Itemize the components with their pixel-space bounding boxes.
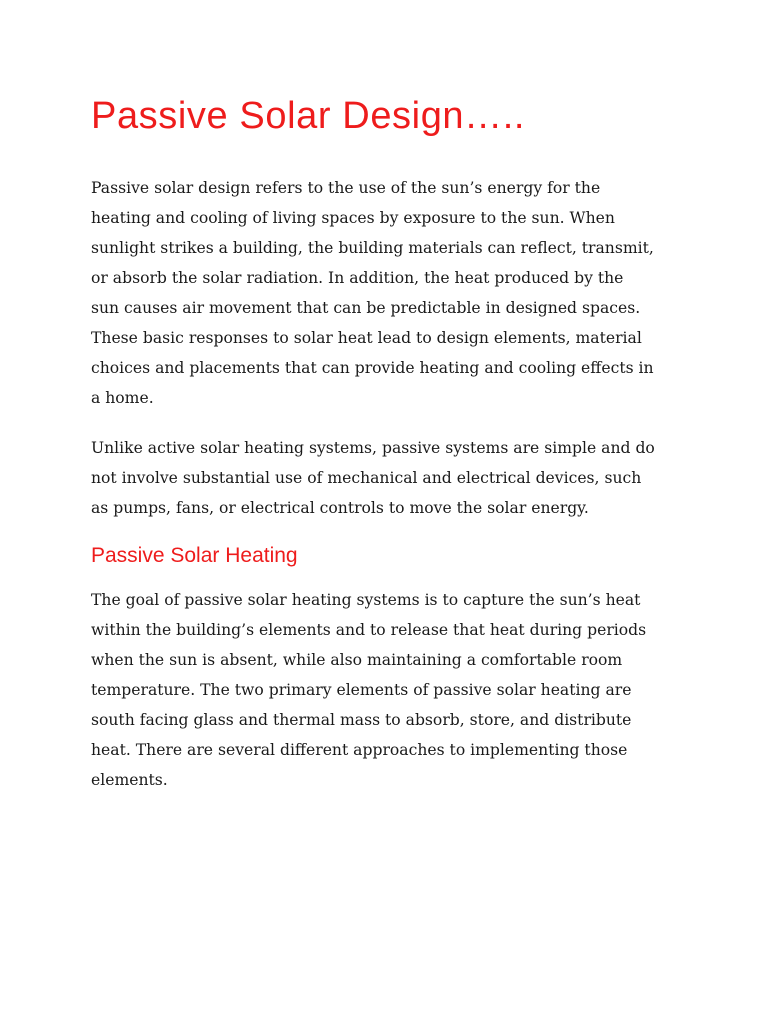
section-heading: Passive Solar Heating [91, 544, 298, 567]
document-title: Passive Solar Design….. [91, 95, 526, 137]
paragraph-line: Unlike active solar heating systems, passive systems are simple and do [91, 439, 655, 457]
paragraph-line: not involve substantial use of mechanical and electrical devices, such [91, 469, 642, 487]
paragraph-line: or absorb the solar radiation. In addition, the heat produced by the [91, 269, 624, 287]
paragraph-line: when the sun is absent, while also maintaining a comfortable room [91, 651, 623, 669]
paragraph-line: sunlight strikes a building, the building materials can reflect, transmit, [91, 239, 654, 257]
document-content [91, 90, 691, 795]
paragraph-line: a home. [91, 389, 154, 407]
paragraph-line: sun causes air movement that can be predictable in designed spaces. [91, 299, 641, 317]
heating-paragraph [91, 585, 691, 795]
paragraph-line: south facing glass and thermal mass to absorb, store, and distribute [91, 711, 632, 729]
paragraph-line: Passive solar design refers to the use of the sun’s energy for the [91, 179, 601, 197]
paragraph-line: heating and cooling of living spaces by exposure to the sun. When [91, 209, 615, 227]
paragraph-line: choices and placements that can provide heating and cooling effects in [91, 359, 654, 377]
paragraph-line: as pumps, fans, or electrical controls to move the solar energy. [91, 499, 589, 517]
paragraph-line: These basic responses to solar heat lead to design elements, material [91, 329, 642, 347]
intro-paragraph [91, 173, 691, 413]
paragraph-line: elements. [91, 771, 168, 789]
paragraph-line: within the building’s elements and to release that heat during periods [91, 621, 647, 639]
paragraph-line: heat. There are several different approaches to implementing those [91, 741, 628, 759]
active-vs-passive-paragraph [91, 433, 691, 523]
paragraph-line: temperature. The two primary elements of passive solar heating are [91, 681, 632, 699]
paragraph-line: The goal of passive solar heating systems is to capture the sun’s heat [91, 591, 641, 609]
